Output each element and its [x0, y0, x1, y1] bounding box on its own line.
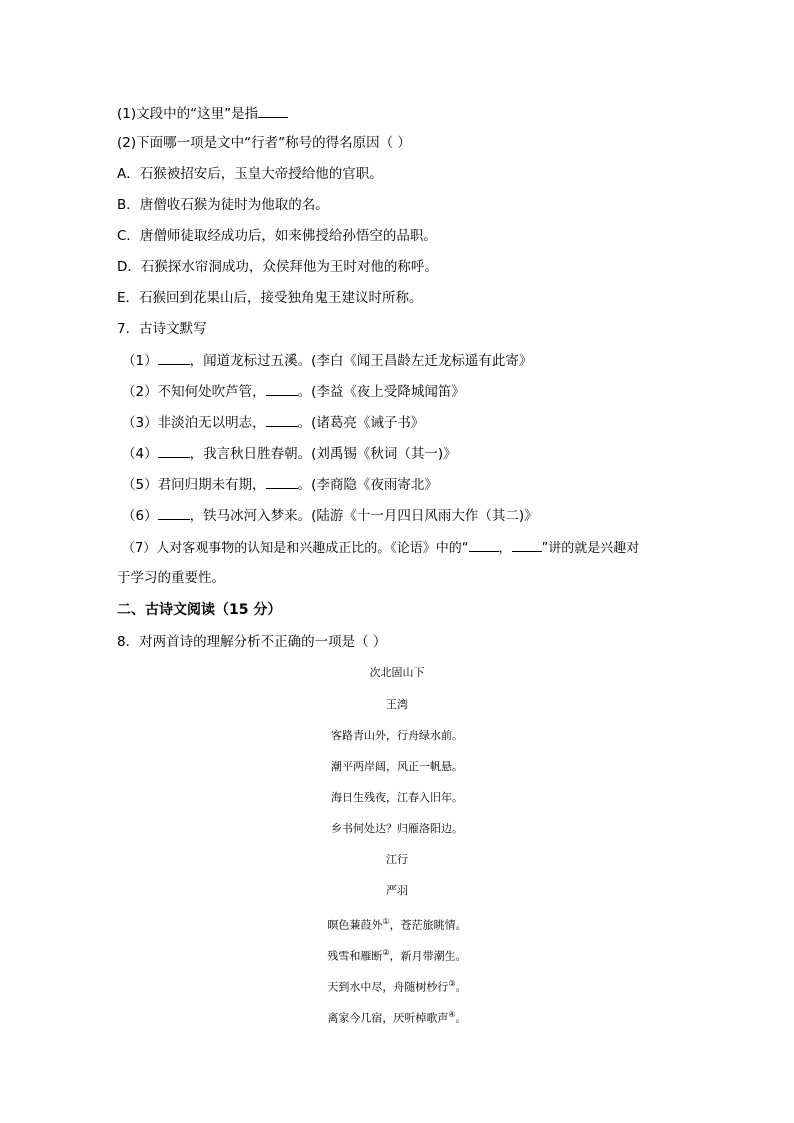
item-number: （2）	[122, 384, 158, 400]
q7-item-7-continuation: 于学习的重要性。	[117, 570, 225, 586]
poem-text: 离家今几宿，厌听棹歌声	[327, 1011, 449, 1025]
item-number: （6）	[122, 508, 158, 524]
item-text: 君问归期未有期，	[157, 477, 266, 493]
footnote-marker: ②	[382, 948, 390, 957]
item-text: 。(李益《夜上受降城闻笛》	[297, 384, 465, 400]
footnote-marker: ①	[382, 917, 390, 926]
answer-blank[interactable]	[158, 443, 190, 458]
poem-text: 。	[455, 1011, 467, 1025]
poem2-author: 严羽	[386, 884, 408, 897]
poem2-title: 江行	[386, 853, 408, 866]
item-text: ，铁马冰河入梦来。(陆游《十一月四日风雨大作（其二)》	[189, 508, 538, 524]
item-number: （5）	[122, 477, 158, 493]
item-number: （1）	[122, 353, 158, 369]
q6-sub1	[117, 103, 288, 124]
item-text: 非淡泊无以明志，	[157, 415, 266, 431]
item-number: （4）	[122, 446, 158, 462]
item-text: ，	[498, 541, 512, 556]
item-text: 。(诸葛亮《诫子书》	[297, 415, 425, 431]
poem1-line-4: 乡书何处达？归雁洛阳边。	[331, 822, 463, 835]
poem2-line-3	[0, 975, 794, 997]
item-text: 。(李商隐《夜雨寄北》	[297, 477, 438, 493]
q7-title: 7．古诗文默写	[117, 321, 207, 337]
answer-blank[interactable]	[158, 505, 190, 520]
answer-blank[interactable]	[512, 537, 542, 552]
q7-item-7	[122, 537, 639, 559]
poem1-title: 次北固山下	[369, 666, 425, 679]
answer-blank[interactable]	[266, 381, 298, 396]
q6-option-e: E．石猴回到花果山后，接受独角鬼王建议时所称。	[117, 290, 423, 306]
q6-option-b: B．唐僧收石猴为徒时为他取的名。	[117, 197, 329, 213]
poem-text: ，苍茫旅眺情。	[389, 918, 467, 932]
poem1-author: 王湾	[386, 698, 408, 711]
answer-blank[interactable]	[266, 412, 298, 427]
poem-text: 暝色蒹葭外	[327, 918, 383, 932]
q6-option-a: A．石猴被招安后，玉皇大帝授给他的官职。	[117, 166, 383, 182]
item-text: ，我言秋日胜春朝。(刘禹锡《秋词（其一)》	[189, 446, 457, 462]
answer-blank[interactable]	[158, 350, 190, 365]
poem-text: ，新月带潮生。	[389, 949, 467, 963]
poem2-line-2	[0, 944, 794, 966]
footnote-marker: ④	[448, 1010, 456, 1019]
q6-option-c: C．唐僧师徒取经成功后，如来佛授给孙悟空的品职。	[117, 228, 437, 244]
poem1-line-1: 客路青山外，行舟绿水前。	[331, 729, 463, 742]
q7-item-1	[122, 350, 532, 371]
answer-blank[interactable]	[258, 103, 288, 118]
answer-blank[interactable]	[469, 537, 499, 552]
q8-title: 8．对两首诗的理解分析不正确的一项是（ ）	[117, 634, 387, 650]
poem2-line-4	[0, 1006, 794, 1028]
section-heading: 二、古诗文阅读（15 分）	[117, 602, 282, 618]
item-number: （3）	[122, 415, 158, 431]
item-number: （7）	[122, 541, 157, 556]
q7-item-2	[122, 381, 465, 402]
q7-item-3	[122, 412, 424, 433]
q6-option-d: D．石猴探水帘洞成功，众侯拜他为王时对他的称呼。	[117, 259, 438, 275]
item-text: 人对客观事物的认知是和兴趣成正比的。《论语》中的“	[156, 541, 469, 556]
q7-item-6	[122, 505, 538, 526]
item-text: ，闻道龙标过五溪。(李白《闻王昌龄左迁龙标遥有此寄》	[189, 353, 533, 369]
poem1-line-3: 海日生残夜，江春入旧年。	[331, 791, 463, 804]
q6-sub1-text: (1)文段中的“这里”是指	[117, 106, 259, 122]
item-text: 不知何处吹芦管，	[157, 384, 266, 400]
q6-sub2: (2)下面哪一项是文中“行者”称号的得名原因（ ）	[117, 135, 411, 151]
answer-blank[interactable]	[266, 474, 298, 489]
poem1-line-2: 潮平两岸阔，风正一帆悬。	[331, 760, 463, 773]
footnote-marker: ③	[448, 979, 456, 988]
poem-text: 。	[455, 980, 467, 994]
q7-item-5	[122, 474, 438, 495]
poem-text: 天到水中尽，舟随树杪行	[327, 980, 449, 994]
poem-text: 残雪和雁断	[327, 949, 383, 963]
item-text: ”讲的就是兴趣对	[541, 541, 640, 556]
q7-item-4	[122, 443, 457, 464]
poem2-line-1	[0, 913, 794, 935]
